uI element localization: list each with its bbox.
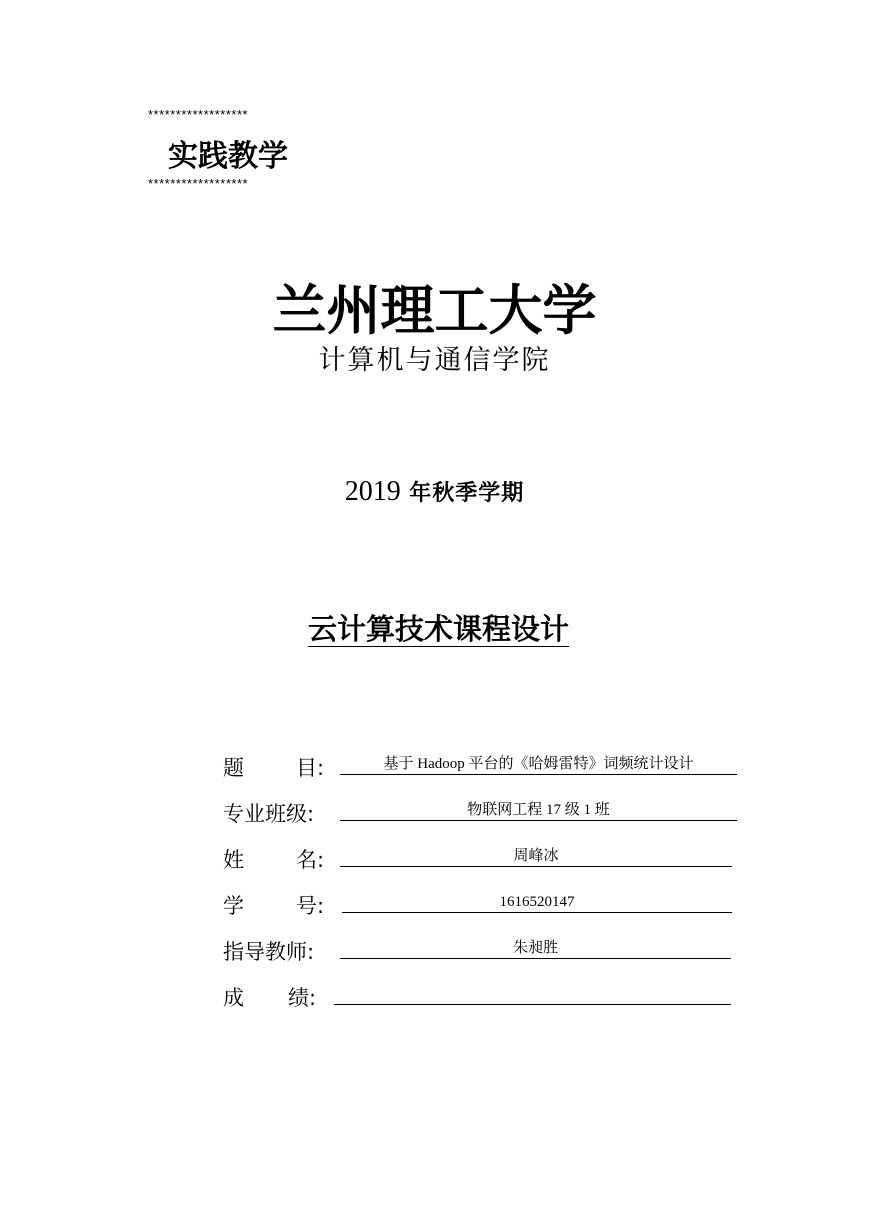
stars-divider-top: ****************** <box>148 107 249 122</box>
name-field <box>340 846 732 867</box>
advisor-field <box>340 938 731 959</box>
id-field <box>342 892 732 913</box>
name-value: 周峰冰 <box>513 848 559 864</box>
major-label: 专业班级: <box>223 802 315 826</box>
advisor-label: 指导教师: <box>223 940 315 964</box>
semester-term: 年秋季学期 <box>409 481 525 506</box>
semester-year: 2019 <box>344 476 401 507</box>
grade-label: 成 绩: <box>223 986 317 1010</box>
practice-teaching-title: 实践教学 <box>168 139 288 174</box>
topic-label-char-1: 题 <box>223 756 244 780</box>
grade-field <box>334 984 731 1005</box>
advisor-value: 朱昶胜 <box>512 940 558 956</box>
topic-field <box>340 754 737 775</box>
university-name: 兰州理工大学 <box>272 279 597 342</box>
id-label: 学 号: <box>223 894 325 918</box>
topic-label-char-2: 目 <box>296 756 317 780</box>
topic-label: 题 目: <box>223 756 325 780</box>
major-field <box>340 800 737 821</box>
topic-value: 基于 Hadoop 平台的《哈姆雷特》词频统计设计 <box>383 756 694 772</box>
major-value: 物联网工程 17 级 1 班 <box>467 802 610 818</box>
school-name: 计算机与通信学院 <box>318 345 551 376</box>
semester <box>0 476 869 508</box>
id-value: 1616520147 <box>499 894 575 910</box>
course-title: 云计算技术课程设计 <box>308 612 570 646</box>
name-label: 姓 名: <box>223 848 325 872</box>
stars-divider-bottom: ****************** <box>148 176 249 191</box>
